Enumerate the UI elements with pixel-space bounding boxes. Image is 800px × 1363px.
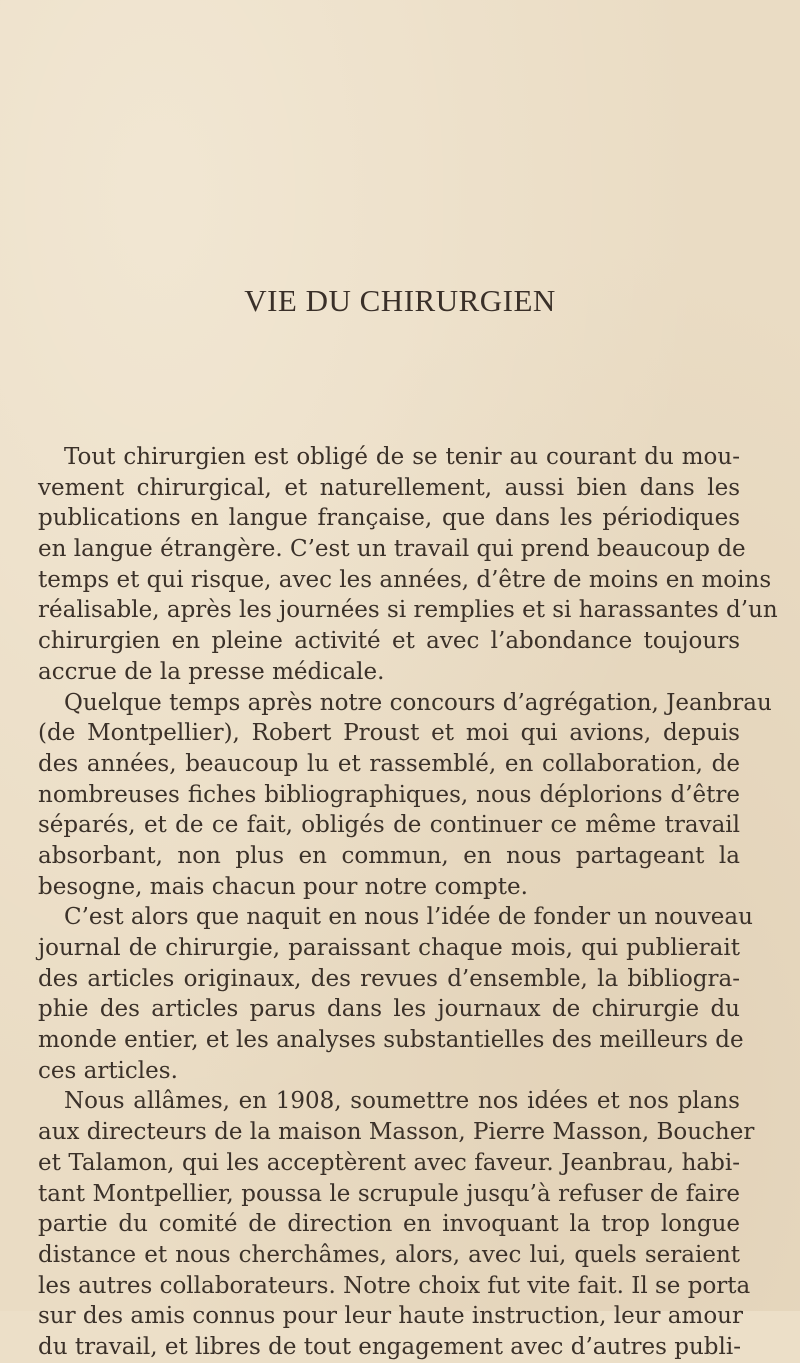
text-line: Tout chirurgien est obligé de se tenir au courant du mou-	[64, 444, 740, 470]
text-line: Quelque temps après notre concours d’agrégation, Jeanbrau	[64, 689, 772, 716]
text-line: ces articles.	[38, 1057, 178, 1084]
text-line: tant Montpellier, poussa le scrupule jusqu’à refuser de faire	[38, 1180, 740, 1207]
text-line: les autres collaborateurs. Notre choix fut vite fait. Il se porta	[38, 1272, 751, 1299]
text-line: en langue étrangère. C’est un travail qui prend beaucoup de	[38, 536, 746, 563]
text-line: absorbant, non plus en commun, en nous partageant la	[38, 842, 740, 869]
text-line: monde entier, et les analyses substantielles des meilleurs de	[38, 1027, 744, 1054]
text-line: aux directeurs de la maison Masson, Pierre Masson, Boucher	[38, 1119, 755, 1146]
text-line: sur des amis connus pour leur haute instruction, leur amour	[38, 1303, 743, 1330]
text-line: des articles originaux, des revues d’ensemble, la bibliogra-	[38, 965, 740, 992]
page-title: VIE DU CHIRURGIEN	[244, 283, 556, 318]
text-line: des années, beaucoup lu et rassemblé, en collaboration, de	[38, 750, 740, 777]
text-line: séparés, et de ce fait, obligés de continuer ce même travail	[38, 812, 740, 839]
text-line: du travail, et libres de tout engagement avec d’autres publi-	[38, 1333, 742, 1360]
text-line: Nous allâmes, en 1908, soumettre nos idées et nos plans	[64, 1088, 740, 1115]
text-line: et Talamon, qui les acceptèrent avec faveur. Jeanbrau, habi-	[38, 1149, 740, 1176]
text-line: partie du comité de direction en invoquant la trop longue	[38, 1211, 740, 1238]
text-line: réalisable, après les journées si remplies et si harassantes d’un	[38, 597, 778, 624]
body-text	[38, 442, 778, 1363]
text-line: chirurgien en pleine activité et avec l’abondance toujours	[38, 628, 740, 655]
text-line: publications en langue française, que dans les périodiques	[38, 505, 740, 532]
text-line: vement chirurgical, et naturellement, aussi bien dans les	[38, 474, 740, 501]
text-line: besogne, mais chacun pour notre compte.	[38, 873, 528, 900]
text-line: nombreuses fiches bibliographiques, nous déplorions d’être	[38, 781, 740, 808]
text-line: journal de chirurgie, paraissant chaque mois, qui publierait	[38, 935, 740, 961]
text-line: phie des articles parus dans les journaux de chirurgie du	[38, 996, 740, 1023]
text-line: distance et nous cherchâmes, alors, avec lui, quels seraient	[38, 1241, 740, 1268]
text-line: accrue de la presse médicale.	[38, 658, 385, 685]
text-line: temps et qui risque, avec les années, d’être de moins en moins	[38, 566, 772, 593]
text-line: (de Montpellier), Robert Proust et moi qui avions, depuis	[38, 720, 740, 747]
text-line: C’est alors que naquit en nous l’idée de fonder un nouveau	[64, 904, 753, 931]
